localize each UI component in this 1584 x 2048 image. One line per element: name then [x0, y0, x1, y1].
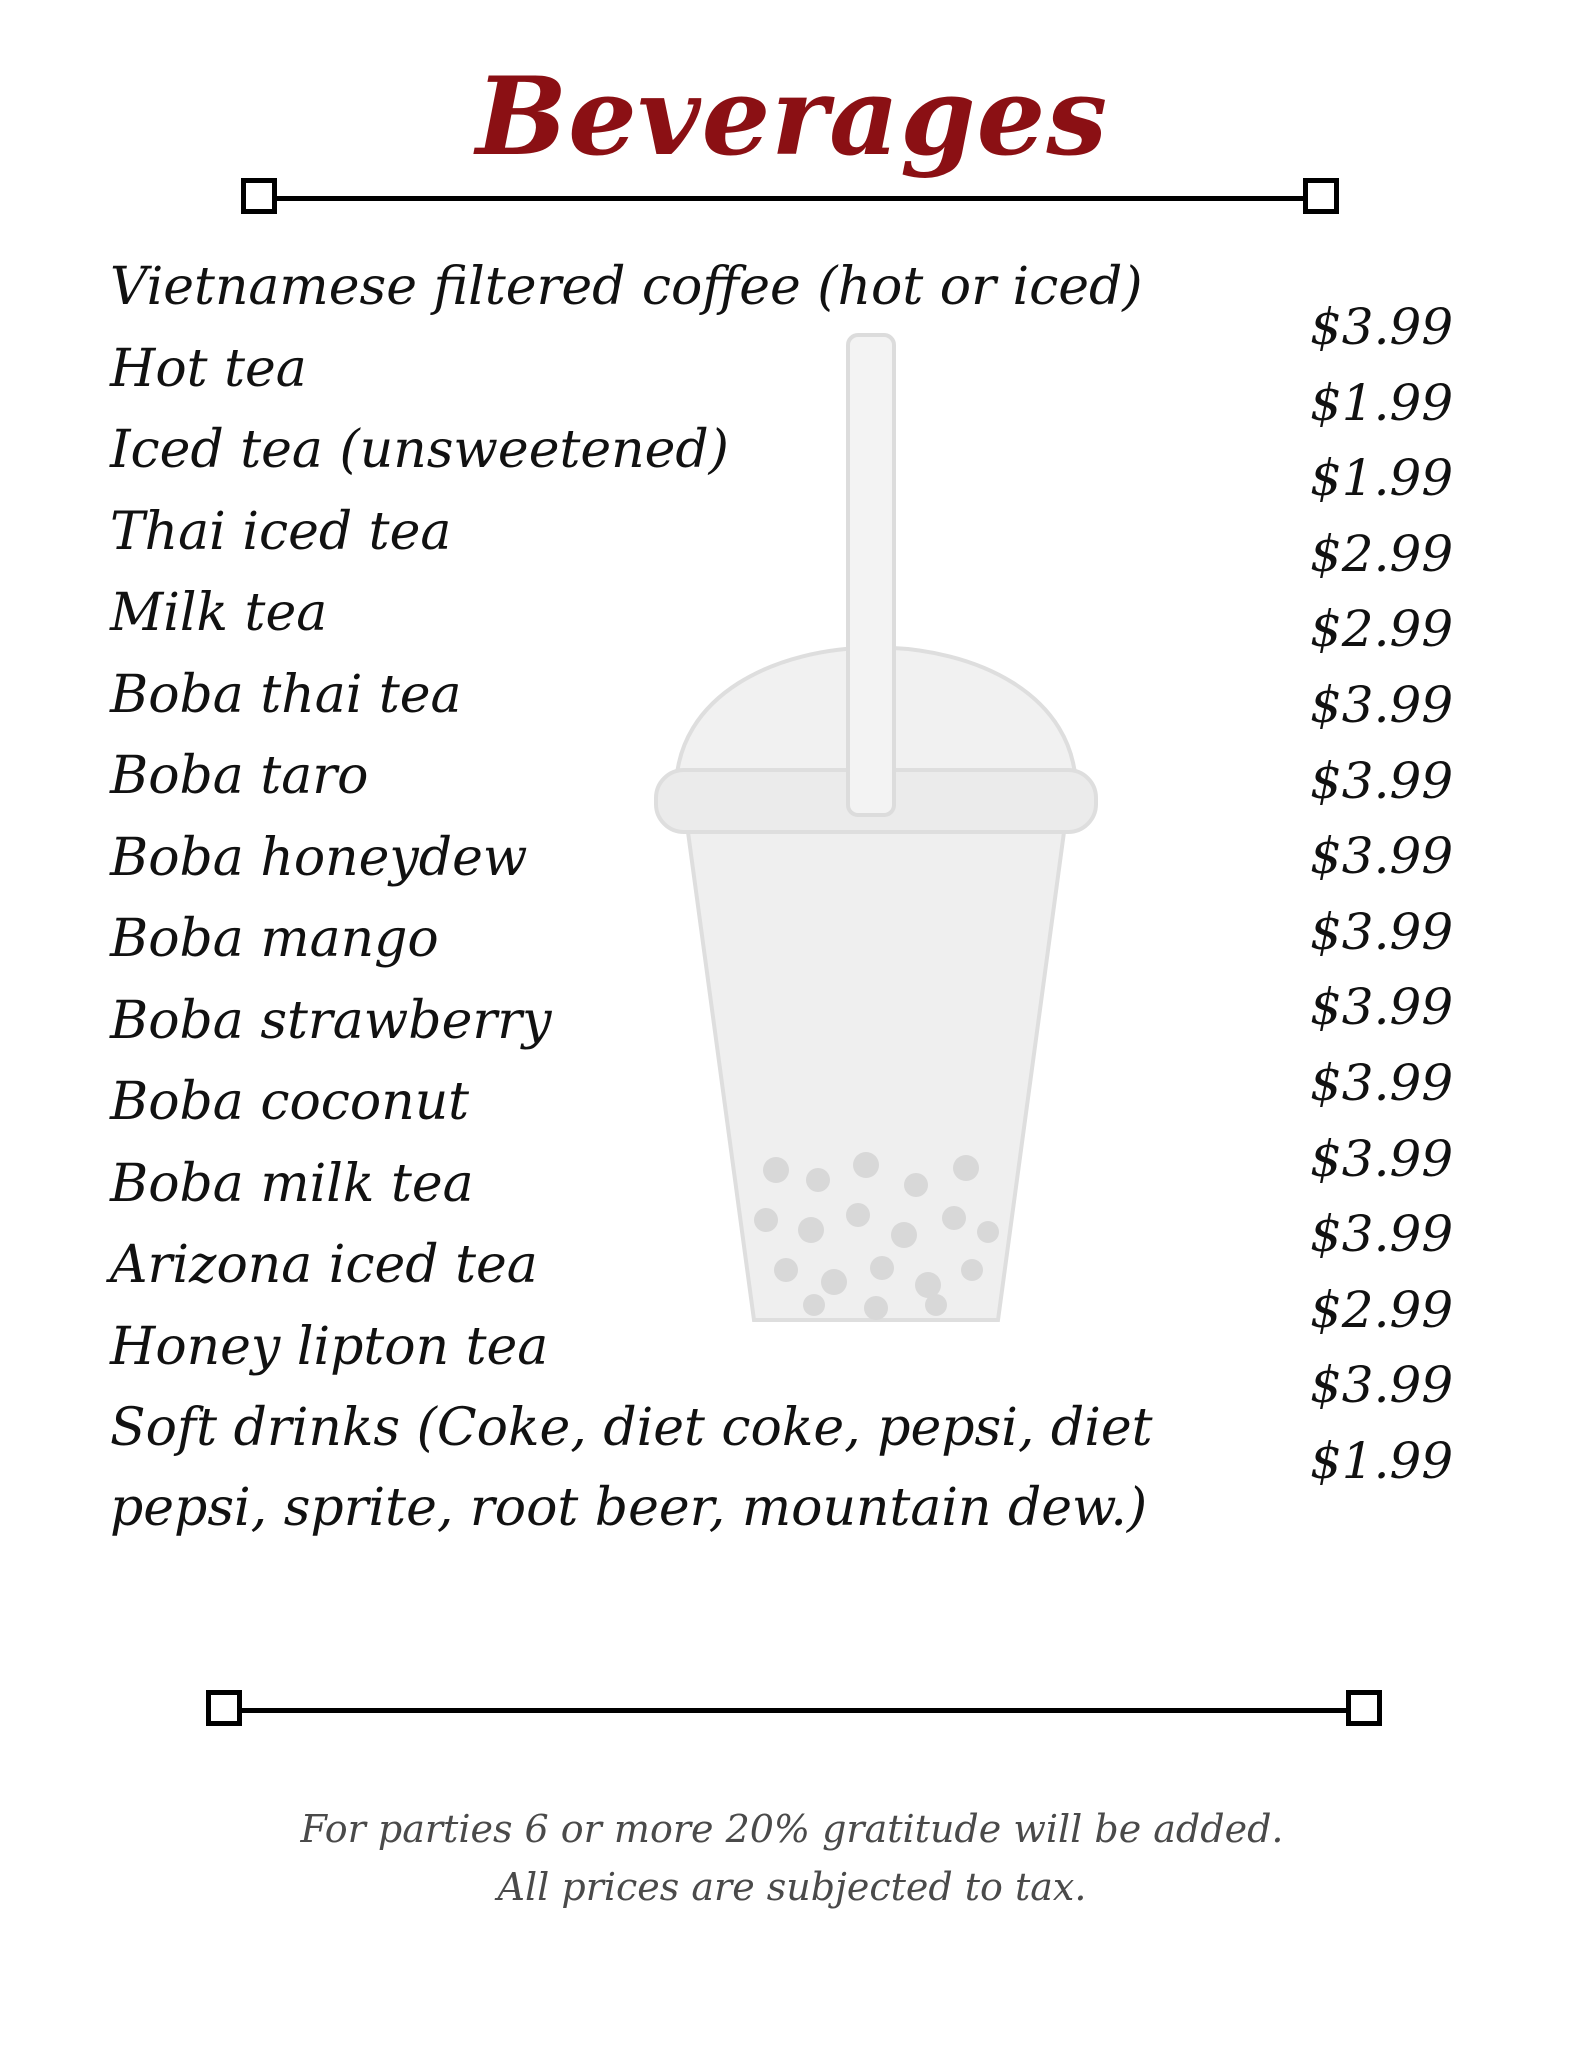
page-title: Beverages	[475, 54, 1109, 180]
menu-item: Boba coconut	[110, 1072, 470, 1132]
menu-item: Iced tea (unsweetened)	[110, 420, 729, 480]
divider-square-right	[1303, 178, 1339, 214]
menu-price: $3.99	[1310, 1129, 1454, 1188]
menu-price: $3.99	[1310, 1205, 1454, 1264]
menu-price: $1.99	[1310, 1431, 1454, 1490]
menu-price: $3.99	[1310, 751, 1454, 810]
menu-price: $2.99	[1310, 524, 1454, 583]
menu-price: $1.99	[1310, 449, 1454, 508]
menu-item: Thai iced tea	[110, 501, 452, 562]
menu-price: $3.99	[1310, 827, 1454, 886]
menu-item: Hot tea	[110, 338, 307, 399]
menu-price: $3.99	[1310, 978, 1454, 1037]
menu-price: $1.99	[1310, 373, 1454, 432]
menu-item: Milk tea	[110, 583, 328, 643]
menu-item: Arizona iced tea	[110, 1235, 538, 1295]
bottom-divider	[206, 1690, 1382, 1732]
footer-note	[0, 1800, 1584, 1916]
menu-price: $3.99	[1310, 902, 1454, 961]
menu-price: $2.99	[1310, 600, 1454, 659]
top-divider	[241, 178, 1339, 220]
menu-item: Boba strawberry	[110, 990, 552, 1051]
divider-square-right	[1346, 1690, 1382, 1726]
divider-line	[226, 1708, 1362, 1713]
menu-price: $3.99	[1310, 1053, 1454, 1112]
menu-item: Honey lipton tea	[110, 1316, 549, 1377]
footer-gratuity-note: For parties 6 or more 20% gratitude will be added.	[300, 1807, 1284, 1851]
menu-price: $3.99	[1310, 1356, 1454, 1415]
footer-tax-note: All prices are subjected to tax.	[497, 1865, 1087, 1909]
menu-item: Boba taro	[110, 746, 369, 806]
menu-price: $2.99	[1310, 1280, 1454, 1339]
menu-item: Boba milk tea	[110, 1153, 474, 1214]
divider-line	[261, 196, 1319, 201]
menu-item: Boba honeydew	[110, 827, 528, 888]
divider-square-left	[206, 1690, 242, 1726]
menu-price: $3.99	[1310, 675, 1454, 734]
divider-square-left	[241, 178, 277, 214]
menu-prices	[1310, 290, 1510, 1500]
menu-price: $3.99	[1310, 298, 1454, 356]
menu-items	[110, 247, 1230, 1548]
menu-item: Boba thai tea	[110, 664, 462, 725]
menu-item: Soft drinks (Coke, diet coke, pepsi, diet pepsi, sprite, root beer, mountain dew.)	[110, 1398, 1153, 1538]
menu-item: Boba mango	[110, 909, 439, 969]
menu-item: Vietnamese filtered coffee (hot or iced)	[110, 257, 1143, 317]
